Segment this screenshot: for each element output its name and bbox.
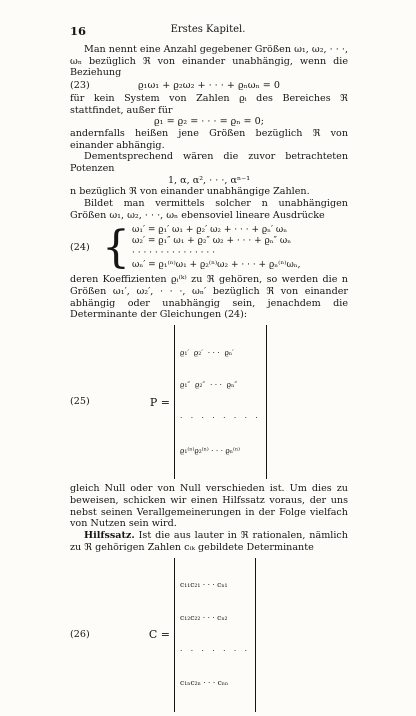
equation-powers: 1, α, α², · · ·, αⁿ⁻¹ <box>167 174 251 186</box>
equation-line: ω₂′ = ϱ₁″ ω₁ + ϱ₂″ ω₂ + · · · + ϱₙ″ ωₙ <box>132 236 292 247</box>
determinant-p <box>174 325 267 479</box>
determinant-c <box>174 558 256 712</box>
paragraph-proof-intro: gleich Null oder von Null verschieden ist. Um dies zu beweisen, schicken wir einen Hilfssatz voraus, der uns nebst seinen Verallgemeinerungen in der Folge vielfach von Nutzen sein wird. <box>70 483 348 530</box>
paragraph-linear-expressions: Bildet man vermittels solcher n unabhängigen Größen ω₁, ω₂, · · ·, ωₙ ebensoviel lineare Ausdrücke <box>70 198 348 221</box>
determinant-row: ϱ₁⁽ⁿ⁾ϱ₂⁽ⁿ⁾ · · · ϱₙ⁽ⁿ⁾ <box>180 445 240 455</box>
equation-26 <box>70 558 348 712</box>
determinant-row: c₁ₙc₂ₙ · · · cₙₙ <box>180 678 229 688</box>
equation-line: · · · · · · · · · · · · · · · <box>132 247 215 258</box>
page-header <box>70 24 346 38</box>
determinant-row: ϱ₁″ ϱ₂″ · · · ϱₙ″ <box>180 380 238 390</box>
paragraph-dependent: andernfalls heißen jene Größen bezüglich ℜ von einander abhängig. <box>70 127 348 151</box>
paragraph-powers-intro: Dementsprechend wären die zuvor betrachteten Potenzen <box>70 151 348 175</box>
running-title: Erstes Kapitel. <box>170 24 246 35</box>
determinant-row: c₁₁c₂₁ · · · cₙ₁ <box>180 580 228 590</box>
equation-system-lines <box>132 225 301 272</box>
paragraph-hilfssatz <box>70 530 348 553</box>
hilfssatz-text: Ist die aus lauter in ℜ rationalen, nämlich zu ℜ gehörigen Zahlen cᵢₖ gebildete Determinante <box>70 530 348 553</box>
equation-line: ω₁′ = ϱ₁′ ω₁ + ϱ₂′ ω₂ + · · · + ϱₙ′ ωₙ <box>132 224 288 235</box>
determinant-label: C = <box>148 628 170 641</box>
equation-number: (23) <box>70 80 90 92</box>
determinant-row: c₁₂c₂₂ · · · cₙ₂ <box>180 612 228 622</box>
equation-25 <box>70 325 348 479</box>
equation-24 <box>70 221 348 273</box>
equation-number: (24) <box>70 242 90 254</box>
paragraph-independent-numbers: n bezüglich ℜ von einander unabhängige Zahlen. <box>70 186 310 198</box>
equation-number: (25) <box>70 396 90 408</box>
equation-all-zero: ϱ₁ = ϱ₂ = · · · = ϱₙ = 0; <box>154 116 264 128</box>
equation-23 <box>70 80 348 92</box>
paragraph-definition: Man nennt eine Anzahl gegebener Größen ω₁, ω₂, · · ·, ωₙ bezüglich ℜ von einander unabhängig, wenn die Beziehung <box>70 44 348 79</box>
determinant-label: P = <box>149 395 170 409</box>
determinant-row: · · · · · · · · <box>180 413 261 423</box>
page-number: 16 <box>70 24 87 38</box>
paragraph-system: für kein System von Zahlen ϱᵢ des Bereiches ℜ stattfindet, außer für <box>70 92 348 116</box>
equation-body: ϱ₁ω₁ + ϱ₂ω₂ + · · · + ϱₙωₙ = 0 <box>138 80 280 92</box>
hilfssatz-label: Hilfssatz. <box>84 530 135 542</box>
left-brace: { <box>102 221 130 273</box>
equation-number: (26) <box>70 628 90 640</box>
page-body <box>70 44 348 716</box>
equation-line: ωₙ′ = ϱ₁⁽ⁿ⁾ω₁ + ϱ₂⁽ⁿ⁾ω₂ + · · · + ϱₙ⁽ⁿ⁾ωₙ, <box>132 259 301 270</box>
paragraph-coefficients: deren Koeffizienten ϱᵢ⁽ᵏ⁾ zu ℜ gehören, so werden die n Größen ω₁′, ω₂′, · · ·, ωₙ′ bezüglich ℜ von einander abhängig oder unabhängig sein, jenachdem die Determinante der Gleichungen (24): <box>70 274 348 321</box>
determinant-row: ϱ₁′ ϱ₂′ · · · ϱₙ′ <box>180 347 234 357</box>
determinant-row: · · · · · · · <box>180 645 250 655</box>
